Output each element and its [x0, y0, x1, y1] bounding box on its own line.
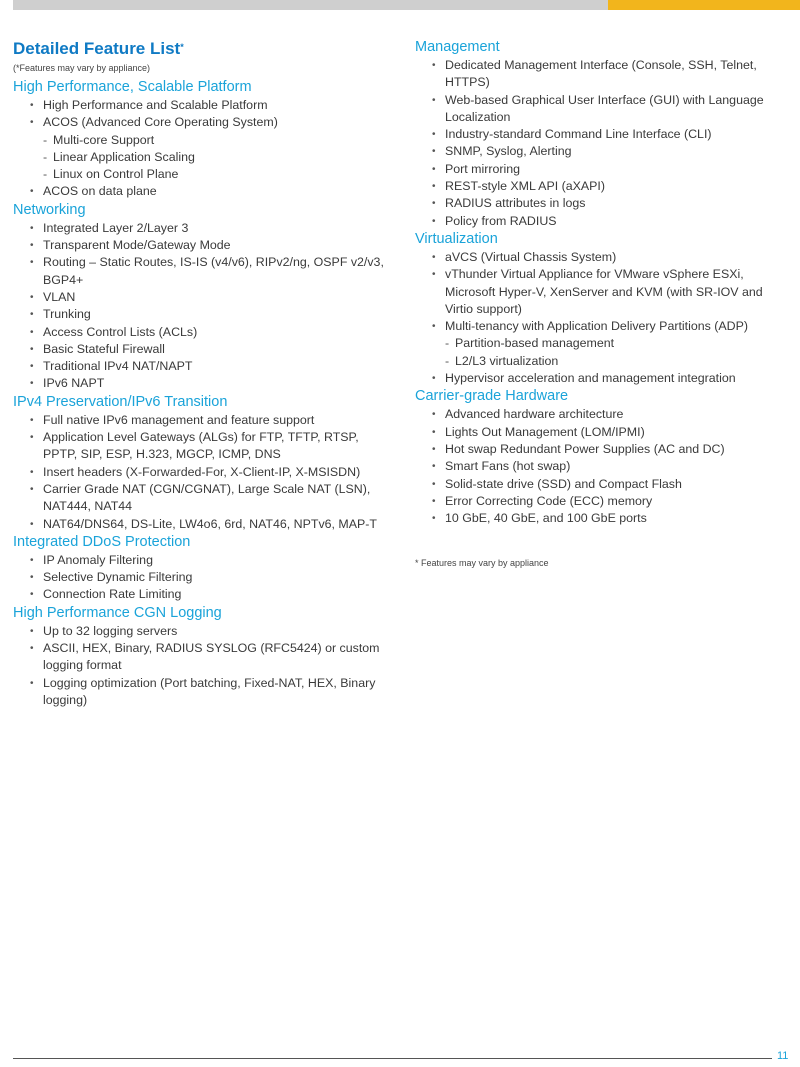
list-item: • Solid-state drive (SSD) and Compact Flash	[415, 476, 785, 493]
list-item: • REST-style XML API (aXAPI)	[415, 178, 785, 195]
sub-list-item: - L2/L3 virtualization	[415, 353, 785, 370]
section-title: Networking	[13, 201, 86, 218]
list-item: • Basic Stateful Firewall	[13, 341, 391, 358]
list-item: • Error Correcting Code (ECC) memory	[415, 493, 785, 510]
list-item: • SNMP, Syslog, Alerting	[415, 143, 785, 160]
bottom-rule	[13, 1058, 772, 1059]
list-item: • Traditional IPv4 NAT/NAPT	[13, 358, 391, 375]
list-item: • Advanced hardware architecture	[415, 406, 785, 423]
feature-list	[13, 623, 391, 709]
sub-list-item: - Partition-based management	[415, 335, 785, 352]
sub-list-item: - Multi-core Support	[13, 132, 391, 149]
list-item: • Transparent Mode/Gateway Mode	[13, 237, 391, 254]
list-item: • High Performance and Scalable Platform	[13, 97, 391, 114]
list-item: • Logging optimization (Port batching, Fixed-NAT, HEX, Binary logging)	[13, 675, 391, 710]
feature-list	[13, 412, 391, 533]
list-item: • Dedicated Management Interface (Console, SSH, Telnet, HTTPS)	[415, 57, 785, 92]
list-item: • Up to 32 logging servers	[13, 623, 391, 640]
section-title: IPv4 Preservation/IPv6 Transition	[13, 393, 228, 410]
list-item: • NAT64/DNS64, DS-Lite, LW4o6, 6rd, NAT46, NPTv6, MAP-T	[13, 516, 391, 533]
list-item: • Smart Fans (hot swap)	[415, 458, 785, 475]
list-item: • Industry-standard Command Line Interface (CLI)	[415, 126, 785, 143]
feature-list	[415, 406, 785, 527]
list-item: • Full native IPv6 management and feature support	[13, 412, 391, 429]
left-sections	[13, 78, 391, 709]
section-title: High Performance, Scalable Platform	[13, 79, 252, 95]
list-item: • Connection Rate Limiting	[13, 586, 391, 603]
top-accent-bar	[608, 0, 800, 10]
list-item: • RADIUS attributes in logs	[415, 195, 785, 212]
list-item: • ACOS on data plane	[13, 183, 391, 200]
list-item: • Multi-tenancy with Application Delivery Partitions (ADP)	[415, 318, 785, 335]
list-item: • Policy from RADIUS	[415, 213, 785, 230]
list-item: • Port mirroring	[415, 161, 785, 178]
right-sections	[415, 38, 785, 527]
feature-list	[415, 249, 785, 387]
section-title: Virtualization	[415, 230, 498, 247]
feature-list	[13, 220, 391, 393]
right-column	[415, 38, 785, 569]
list-item: • Access Control Lists (ACLs)	[13, 324, 391, 341]
feature-list	[13, 97, 391, 201]
list-item: • Routing – Static Routes, IS-IS (v4/v6), RIPv2/ng, OSPF v2/v3, BGP4+	[13, 254, 391, 289]
list-item: • Web-based Graphical User Interface (GUI) with Language Localization	[415, 92, 785, 127]
list-item: • Integrated Layer 2/Layer 3	[13, 220, 391, 237]
feature-list	[13, 552, 391, 604]
list-item: • Hypervisor acceleration and management integration	[415, 370, 785, 387]
list-item: • 10 GbE, 40 GbE, and 100 GbE ports	[415, 510, 785, 527]
section-title: Integrated DDoS Protection	[13, 533, 191, 550]
list-item: • vThunder Virtual Appliance for VMware vSphere ESXi, Microsoft Hyper-V, XenServer and KVM (with SR-IOV and Virtio support)	[415, 266, 785, 318]
list-item: • Lights Out Management (LOM/IPMI)	[415, 424, 785, 441]
list-item: • Insert headers (X-Forwarded-For, X-Client-IP, X-MSISDN)	[13, 464, 391, 481]
list-item: • Selective Dynamic Filtering	[13, 569, 391, 586]
list-item: • Hot swap Redundant Power Supplies (AC and DC)	[415, 441, 785, 458]
list-item: • aVCS (Virtual Chassis System)	[415, 249, 785, 266]
sub-list-item: - Linear Application Scaling	[13, 149, 391, 166]
list-item: • Carrier Grade NAT (CGN/CGNAT), Large Scale NAT (LSN), NAT444, NAT44	[13, 481, 391, 516]
page-title: Detailed Feature List*	[13, 39, 184, 58]
list-item: • ACOS (Advanced Core Operating System)	[13, 114, 391, 131]
section-title: High Performance CGN Logging	[13, 604, 222, 621]
left-column	[13, 38, 391, 709]
title-marker: *	[180, 42, 184, 52]
title-note: (*Features may vary by appliance)	[13, 63, 151, 73]
list-item: • IPv6 NAPT	[13, 375, 391, 392]
list-item: • IP Anomaly Filtering	[13, 552, 391, 569]
sub-list-item: - Linux on Control Plane	[13, 166, 391, 183]
page-number: 11	[777, 1050, 789, 1062]
feature-list	[415, 57, 785, 230]
list-item: • Trunking	[13, 306, 391, 323]
list-item: • ASCII, HEX, Binary, RADIUS SYSLOG (RFC5424) or custom logging format	[13, 640, 391, 675]
section-title: Management	[415, 39, 500, 55]
section-title: Carrier-grade Hardware	[415, 388, 569, 405]
list-item: • VLAN	[13, 289, 391, 306]
list-item: • Application Level Gateways (ALGs) for FTP, TFTP, RTSP, PPTP, SIP, ESP, H.323, MGCP, ICMP, DNS	[13, 429, 391, 464]
footnote: * Features may vary by appliance	[415, 558, 549, 569]
